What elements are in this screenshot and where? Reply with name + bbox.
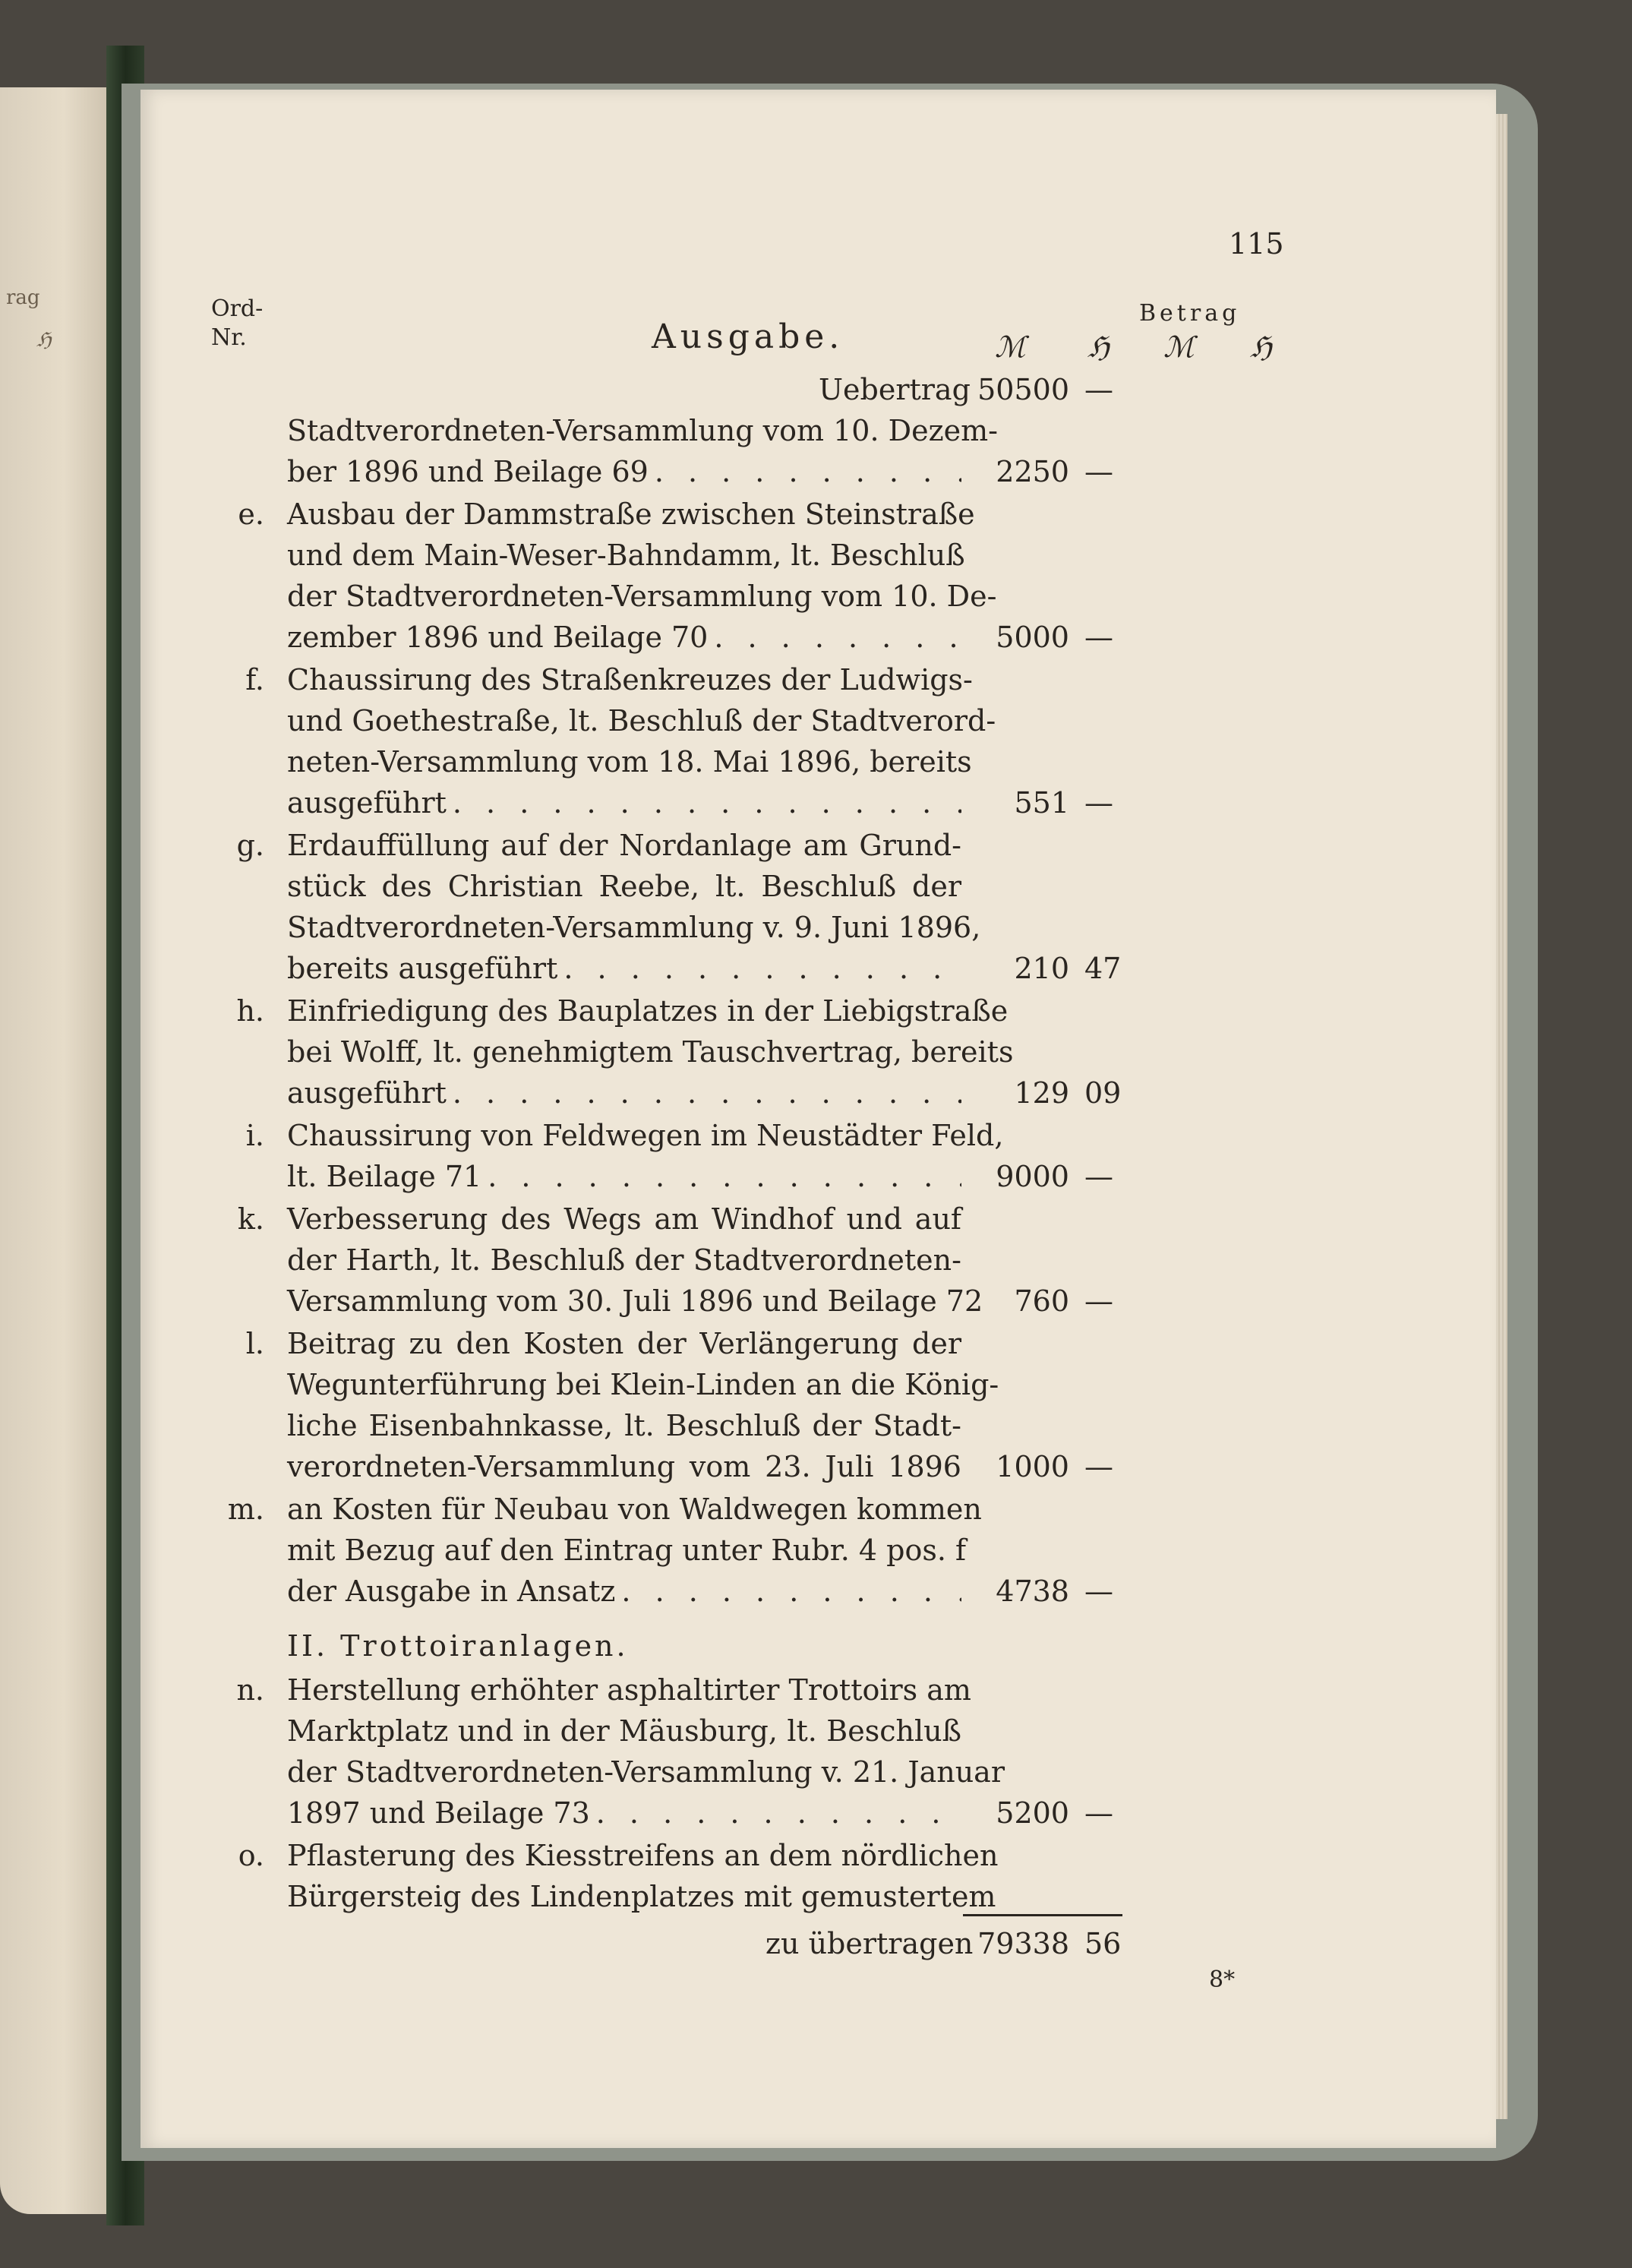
column-header-pfennig: ℌ [1087, 330, 1110, 364]
entry-line: Einfriedigung des Bauplatzes in der Liebigstraße [287, 994, 1009, 1028]
left-page [0, 87, 106, 2214]
entry-pfennig: — [1084, 455, 1113, 488]
entry-line: und dem Main-Weser-Bahndamm, lt. Beschluß [287, 539, 965, 572]
entry-line: der Stadtverordneten-Versammlung v. 21. Januar [287, 1755, 1005, 1789]
entry-pfennig: — [1084, 1575, 1113, 1608]
entry-pfennig: — [1084, 1160, 1113, 1193]
entry-line: Chaussirung von Feldwegen im Neustädter Feld, [287, 1119, 1004, 1152]
entry-label: e. [238, 498, 264, 531]
entry-pfennig: 09 [1084, 1076, 1122, 1110]
entry-label: o. [238, 1839, 264, 1872]
entry-line: und Goethestraße, lt. Beschluß der Stadtverord- [287, 704, 996, 738]
entry-pfennig: — [1084, 621, 1113, 654]
carry-out-label: zu übertragen [765, 1927, 974, 1960]
entry-line: 1897 und Beilage 73 . . . [287, 1799, 961, 1827]
entry-line: der Ausgabe in Ansatz . . . [287, 1577, 961, 1606]
entry-line: ausgeführt . . . [287, 788, 961, 817]
entry-pfennig: 47 [1084, 952, 1122, 985]
entry-line: bereits ausgeführt . . . [287, 954, 961, 983]
signature-mark: 8* [1209, 1966, 1236, 1993]
entry-mark: 760 [1014, 1284, 1069, 1318]
entry-mark: 129 [1014, 1076, 1069, 1110]
entry-label: i. [245, 1119, 264, 1152]
betrag-header: Betrag [1139, 300, 1241, 327]
column-header-pfennig-2: ℌ [1250, 330, 1272, 364]
entry-mark: 551 [1014, 786, 1069, 820]
left-page-fragment: rag [6, 286, 40, 309]
column-header-mark-2: ℳ [1163, 330, 1195, 364]
entry-line: der Stadtverordneten-Versammlung vom 10. De- [287, 580, 997, 613]
carry-in-mark: 50500 [977, 373, 1069, 406]
carry-out-pfennig: 56 [1084, 1927, 1122, 1960]
entry-line: Marktplatz und in der Mäusburg, lt. Beschluß [287, 1714, 961, 1748]
entry-line: zember 1896 und Beilage 70 . . . [287, 623, 961, 652]
entry-label: n. [236, 1673, 264, 1707]
left-page-fragment: ℌ [36, 329, 52, 352]
entry-line: Bürgersteig des Lindenplatzes mit gemustertem [287, 1880, 996, 1913]
entry-mark: 5200 [996, 1796, 1069, 1830]
entry-line: Erdauffüllung auf der Nordanlage am Grund- [287, 829, 961, 862]
entry-pfennig: — [1084, 1284, 1113, 1318]
entry-line: Chaussirung des Straßenkreuzes der Ludwigs- [287, 663, 973, 697]
entry-mark: 210 [1014, 952, 1069, 985]
entry-label: g. [236, 829, 264, 862]
entry-pfennig: — [1084, 1450, 1113, 1483]
entry-line: mit Bezug auf den Eintrag unter Rubr. 4 pos. f [287, 1534, 967, 1567]
entry-line: neten-Versammlung vom 18. Mai 1896, bereits [287, 745, 972, 779]
entry-line: Verbesserung des Wegs am Windhof und auf [287, 1202, 961, 1236]
entry-line: der Harth, lt. Beschluß der Stadtverordneten- [287, 1243, 961, 1277]
column-header-mark: ℳ [995, 330, 1026, 364]
entry-label: h. [236, 994, 264, 1028]
entry-mark: 1000 [996, 1450, 1069, 1483]
entry-line: Beitrag zu den Kosten der Verlängerung der [287, 1327, 961, 1360]
entry-line: Ausbau der Dammstraße zwischen Steinstraße [287, 498, 975, 531]
entry-pfennig: — [1084, 786, 1113, 820]
entry-line: ausgeführt . . . [287, 1079, 961, 1107]
entry-line: ber 1896 und Beilage 69 . . . [287, 457, 961, 486]
entry-line: Stadtverordneten-Versammlung v. 9. Juni 1896, [287, 911, 981, 944]
page-title: Ausgabe. [652, 317, 844, 356]
carry-out-mark: 79338 [977, 1927, 1069, 1960]
entry-line: an Kosten für Neubau von Waldwegen kommen [287, 1493, 982, 1526]
entry-line: Stadtverordneten-Versammlung vom 10. Dezem- [287, 414, 998, 447]
entry-line: Versammlung vom 30. Juli 1896 und Beilage 72 [287, 1284, 983, 1318]
entry-line: bei Wolff, lt. genehmigtem Tauschvertrag, bereits [287, 1035, 1014, 1069]
ord-nr-header: Nr. [211, 324, 247, 351]
page-number: 115 [1229, 227, 1284, 261]
entry-line: liche Eisenbahnkasse, lt. Beschluß der Stadt- [287, 1409, 961, 1442]
entry-mark: 2250 [996, 455, 1069, 488]
entry-line: Herstellung erhöhter asphaltirter Trottoirs am [287, 1673, 971, 1707]
entry-mark: 5000 [996, 621, 1069, 654]
section-heading: II. Trottoiranlagen. [287, 1629, 629, 1663]
entry-line: Wegunterführung bei Klein-Linden an die König- [287, 1368, 999, 1401]
entry-label: l. [245, 1327, 264, 1360]
entry-pfennig: — [1084, 1796, 1113, 1830]
carry-in-pfennig: — [1084, 373, 1113, 406]
entry-mark: 4738 [996, 1575, 1069, 1608]
sum-rule [963, 1914, 1122, 1916]
entry-line: Pflasterung des Kiesstreifens an dem nördlichen [287, 1839, 999, 1872]
entry-label: k. [237, 1202, 264, 1236]
entry-label: m. [227, 1493, 264, 1526]
entry-label: f. [245, 663, 264, 697]
entry-line: verordneten-Versammlung vom 23. Juli 1896 [287, 1450, 961, 1483]
carry-in-label: Uebertrag [819, 373, 971, 406]
ord-nr-header: Ord- [211, 295, 264, 322]
entry-line: stück des Christian Reebe, lt. Beschluß der [287, 870, 961, 903]
entry-line: lt. Beilage 71 . . . [287, 1162, 961, 1191]
entry-mark: 9000 [996, 1160, 1069, 1193]
